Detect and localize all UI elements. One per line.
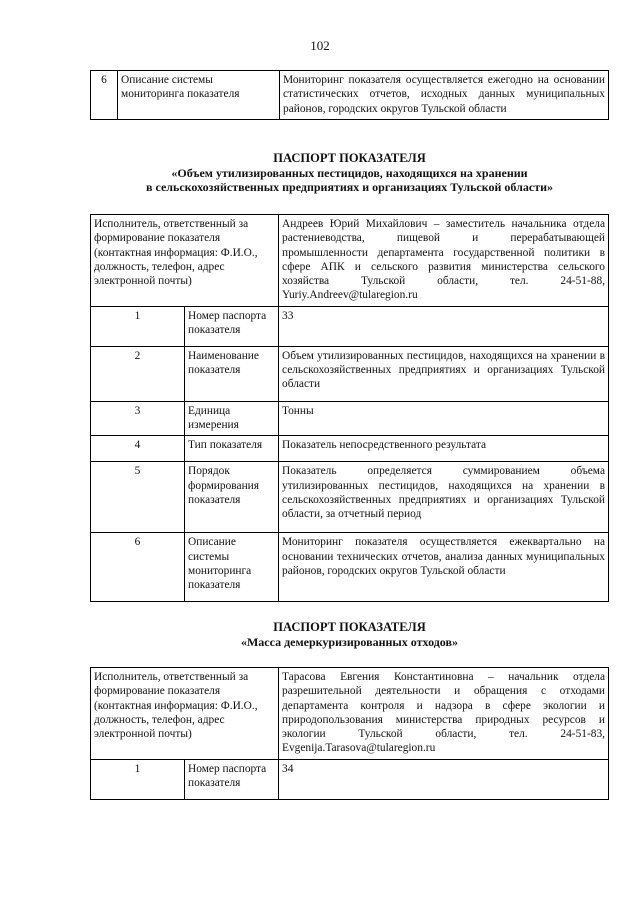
table-row [91,71,609,120]
table-row [91,401,609,436]
executor-row [91,668,609,760]
passport2-title: ПАСПОРТ ПОКАЗАТЕЛЯ [273,620,426,634]
row-label: Номер паспорта показателя [185,306,279,346]
row-label: Описание системы мониторинга показателя [185,533,279,602]
row-label: Описание системы мониторинга показателя [118,71,280,120]
table-row [91,436,609,462]
row-number: 6 [91,533,185,602]
row-label: Единица измерения [185,401,279,436]
executor-value: Тарасова Евгения Константиновна – начальник отдела разрешительной деятельности и обращения с отходами департамента контроля и надзора в сфере экологии и природопользования министерства природных ресурсов и экологии Тульской области, тел. 24-51-83, Evgenija.Tarasova@tularegion.ru [279,668,609,760]
row-value: 33 [279,306,609,346]
page-number: 102 [310,38,330,53]
passport1-subtitle-line2: в сельскохозяйственных предприятиях и организациях Тульской области» [145,180,553,194]
table-row [91,346,609,401]
passport1-heading [90,151,609,195]
executor-row [91,215,609,307]
row-number: 1 [91,759,185,799]
row-number: 1 [91,306,185,346]
row-label: Порядок формирования показателя [185,462,279,533]
top-table [90,70,609,120]
row-label: Номер паспорта показателя [185,759,279,799]
row-value: Показатель непосредственного результата [279,436,609,462]
passport1-subtitle-line1: «Объем утилизированных пестицидов, находящихся на хранении [171,165,528,180]
row-number: 4 [91,436,185,462]
executor-label: Исполнитель, ответственный за формирование показателя (контактная информация: Ф.И.О., должность, телефон, адрес электронной почты) [91,668,279,760]
row-number: 3 [91,401,185,436]
row-number: 2 [91,346,185,401]
executor-label: Исполнитель, ответственный за формирование показателя (контактная информация: Ф.И.О., должность, телефон, адрес электронной почты) [91,215,279,307]
row-label: Наименование показателя [185,346,279,401]
row-value: Мониторинг показателя осуществляется ежеквартально на основании технических отчетов, анализа данных муниципальных районов, городских округов Тульской области [279,533,609,602]
table-row [91,759,609,799]
row-value: Показатель определяется суммированием объема утилизированных пестицидов, находящихся на хранении в сельскохозяйственных предприятиях и организациях Тульской области, за отчетный период [279,462,609,533]
row-number: 6 [91,71,118,120]
row-label: Тип показателя [185,436,279,462]
row-value: Объем утилизированных пестицидов, находящихся на хранении в сельскохозяйственных предприятиях и организациях Тульской области [279,346,609,401]
row-value: Тонны [279,401,609,436]
passport1-title: ПАСПОРТ ПОКАЗАТЕЛЯ [273,151,426,165]
row-value: 34 [279,759,609,799]
row-value: Мониторинг показателя осуществляется ежегодно на основании статистических отчетов, исходных данных муниципальных районов, городских округов Тульской области [280,71,609,120]
row-number: 5 [91,462,185,533]
table-row [91,533,609,602]
passport1-table [90,214,609,602]
passport2-subtitle-line1: «Масса демеркуризированных отходов» [240,634,458,649]
passport2-heading [90,620,609,649]
table-row [91,462,609,533]
table-row [91,306,609,346]
executor-value: Андреев Юрий Михайлович – заместитель начальника отдела растениеводства, пищевой и перерабатывающей промышленности департамента государственной политики в сфере АПК и сельского развития министерства сельского хозяйства Тульской области, тел. 24-51-88, Yuriy.Andreev@tularegion.ru [279,215,609,307]
passport2-table [90,667,609,800]
